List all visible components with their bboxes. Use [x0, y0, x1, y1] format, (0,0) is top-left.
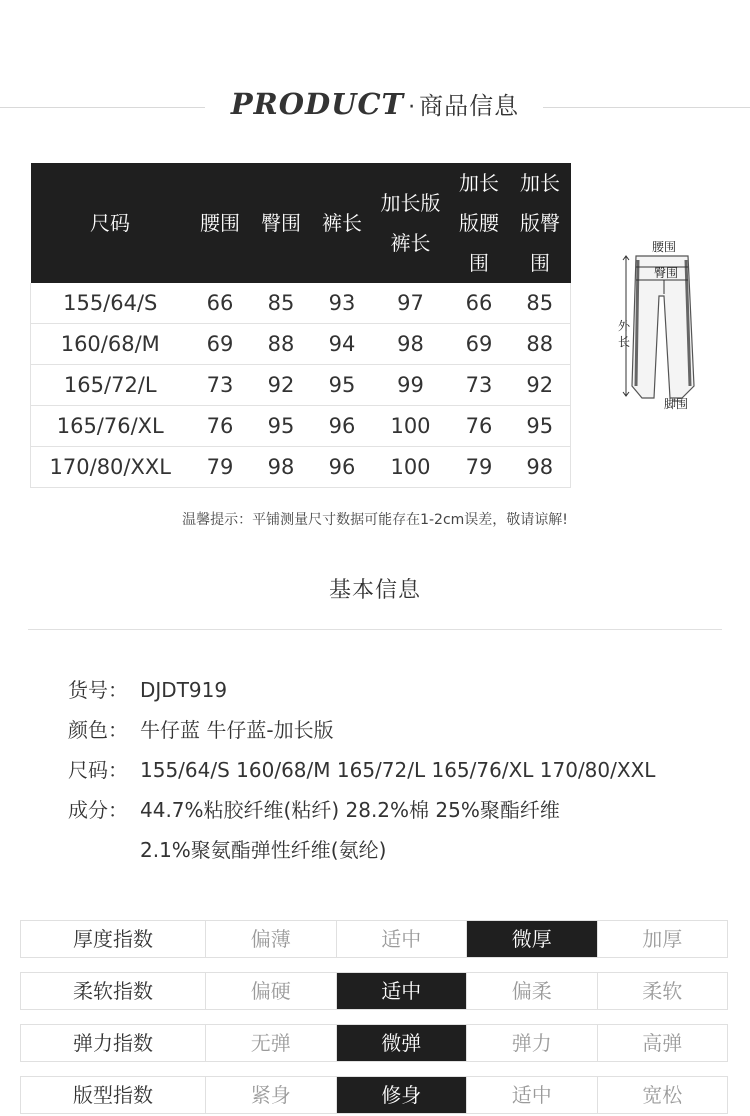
size-col-header-line: 臀围 — [261, 211, 301, 235]
table-row — [31, 447, 571, 488]
diagram-outer-label-b: 长 — [618, 335, 631, 349]
index-option: 适中 — [467, 1077, 598, 1113]
measure-cell: 94 — [312, 324, 373, 365]
measure-cell: 85 — [251, 283, 312, 324]
size-col-header-line: 围 — [469, 251, 489, 275]
info-row-size — [68, 750, 655, 790]
size-col-header-line: 裤长 — [322, 211, 362, 235]
size-cell: 160/68/M — [31, 324, 190, 365]
measure-cell: 85 — [510, 283, 571, 324]
info-value: 155/64/S 160/68/M 165/72/L 165/76/XL 170/80/XXL — [140, 758, 656, 782]
index-option: 无弹 — [206, 1025, 337, 1061]
index-option: 高弹 — [642, 1031, 683, 1055]
size-col-header-line: 加长版 — [380, 191, 441, 215]
measure-cell: 66 — [190, 283, 251, 324]
measure-cell: 92 — [510, 365, 571, 406]
index-option: 偏柔 — [467, 973, 598, 1009]
measure-cell: 73 — [190, 365, 251, 406]
size-col-header-line: 版臀 — [520, 211, 560, 235]
diagram-hip-label: 臀围 — [654, 266, 679, 280]
measure-cell: 96 — [312, 406, 373, 447]
info-key: 颜色： — [68, 718, 128, 742]
measure-cell: 98 — [251, 447, 312, 488]
info-value: 牛仔蓝 牛仔蓝-加长版 — [140, 718, 334, 742]
size-cell: 155/64/S — [31, 283, 190, 324]
index-option-selected: 微厚 — [467, 921, 598, 957]
index-option-selected: 适中 — [337, 973, 468, 1009]
index-option: 偏硬 — [206, 973, 337, 1009]
index-option: 弹力 — [467, 1025, 598, 1061]
table-row — [31, 283, 571, 324]
measure-cell: 99 — [373, 365, 449, 406]
size-cell: 165/76/XL — [31, 406, 190, 447]
header-title-en: PRODUCT — [230, 87, 405, 121]
measure-cell: 98 — [510, 447, 571, 488]
index-row-fit — [20, 1076, 728, 1114]
size-table-header — [31, 163, 571, 283]
measure-cell: 79 — [190, 447, 251, 488]
size-col-header — [31, 163, 190, 283]
size-col-header — [251, 163, 312, 283]
size-col-header — [449, 163, 510, 283]
size-col-header-line: 围 — [530, 251, 550, 275]
measure-cell: 66 — [449, 283, 510, 324]
info-value: 44.7%粘胶纤维(粘纤) 28.2%棉 25%聚酯纤维 — [140, 798, 560, 822]
measure-cell: 100 — [373, 447, 449, 488]
header-title-cn: 商品信息 — [419, 92, 520, 120]
section-header — [0, 86, 750, 121]
info-row-material-cont — [68, 830, 386, 870]
measure-cell: 73 — [449, 365, 510, 406]
measure-cell: 97 — [373, 283, 449, 324]
diagram-outer-label-a: 外 — [618, 319, 631, 333]
index-label: 版型指数 — [21, 1077, 206, 1113]
measure-cell: 92 — [251, 365, 312, 406]
table-row — [31, 365, 571, 406]
measure-cell: 100 — [373, 406, 449, 447]
info-key: 尺码： — [68, 758, 128, 782]
index-option: 紧身 — [206, 1077, 337, 1113]
size-col-header-line: 加长 — [459, 171, 499, 195]
size-col-header — [373, 163, 449, 283]
index-option: 加厚 — [642, 927, 683, 951]
pants-diagram — [612, 236, 708, 416]
measure-cell: 96 — [312, 447, 373, 488]
measure-cell: 88 — [251, 324, 312, 365]
info-value: DJDT919 — [140, 678, 228, 702]
measure-cell: 95 — [510, 406, 571, 447]
size-col-header-line: 版腰 — [459, 211, 499, 235]
info-row-code — [68, 670, 227, 710]
size-col-header-line: 腰围 — [200, 211, 240, 235]
diagram-waist-label: 腰围 — [652, 240, 677, 254]
measurement-tip: 温馨提示：平铺测量尺寸数据可能存在1-2cm误差，敬请谅解! — [182, 512, 568, 528]
measure-cell: 79 — [449, 447, 510, 488]
measure-cell: 98 — [373, 324, 449, 365]
info-key: 成分： — [68, 798, 128, 822]
measure-cell: 95 — [251, 406, 312, 447]
measure-cell: 69 — [190, 324, 251, 365]
table-row — [31, 406, 571, 447]
index-label: 弹力指数 — [21, 1025, 206, 1061]
index-option: 宽松 — [642, 1083, 683, 1107]
index-option-selected: 微弹 — [337, 1025, 468, 1061]
measure-cell: 88 — [510, 324, 571, 365]
measure-cell: 76 — [449, 406, 510, 447]
measure-cell: 69 — [449, 324, 510, 365]
info-value: 2.1%聚氨酯弹性纤维(氨纶) — [140, 838, 387, 862]
index-option-selected: 修身 — [337, 1077, 468, 1113]
size-col-header-line: 尺码 — [90, 211, 130, 235]
info-row-material — [68, 790, 560, 830]
index-label: 柔软指数 — [21, 973, 206, 1009]
diagram-hem-label: 脚围 — [664, 397, 689, 411]
index-label: 厚度指数 — [21, 921, 206, 957]
measure-cell: 95 — [312, 365, 373, 406]
basic-info-divider — [28, 629, 722, 630]
measure-cell: 76 — [190, 406, 251, 447]
measure-cell: 93 — [312, 283, 373, 324]
size-cell: 165/72/L — [31, 365, 190, 406]
basic-info-title: 基本信息 — [328, 578, 421, 603]
size-col-header — [312, 163, 373, 283]
index-row-elasticity — [20, 1024, 728, 1062]
index-option: 柔软 — [642, 979, 683, 1003]
header-separator: · — [408, 95, 416, 120]
table-row — [31, 324, 571, 365]
info-key: 货号： — [68, 678, 128, 702]
size-col-header — [190, 163, 251, 283]
info-row-color — [68, 710, 334, 750]
size-col-header-line: 加长 — [520, 171, 560, 195]
index-option: 适中 — [337, 921, 468, 957]
size-table — [30, 163, 571, 488]
index-row-thickness — [20, 920, 728, 958]
index-row-softness — [20, 972, 728, 1010]
size-col-header-line: 裤长 — [390, 231, 431, 255]
index-option: 偏薄 — [206, 921, 337, 957]
size-cell: 170/80/XXL — [31, 447, 190, 488]
size-col-header — [510, 163, 571, 283]
